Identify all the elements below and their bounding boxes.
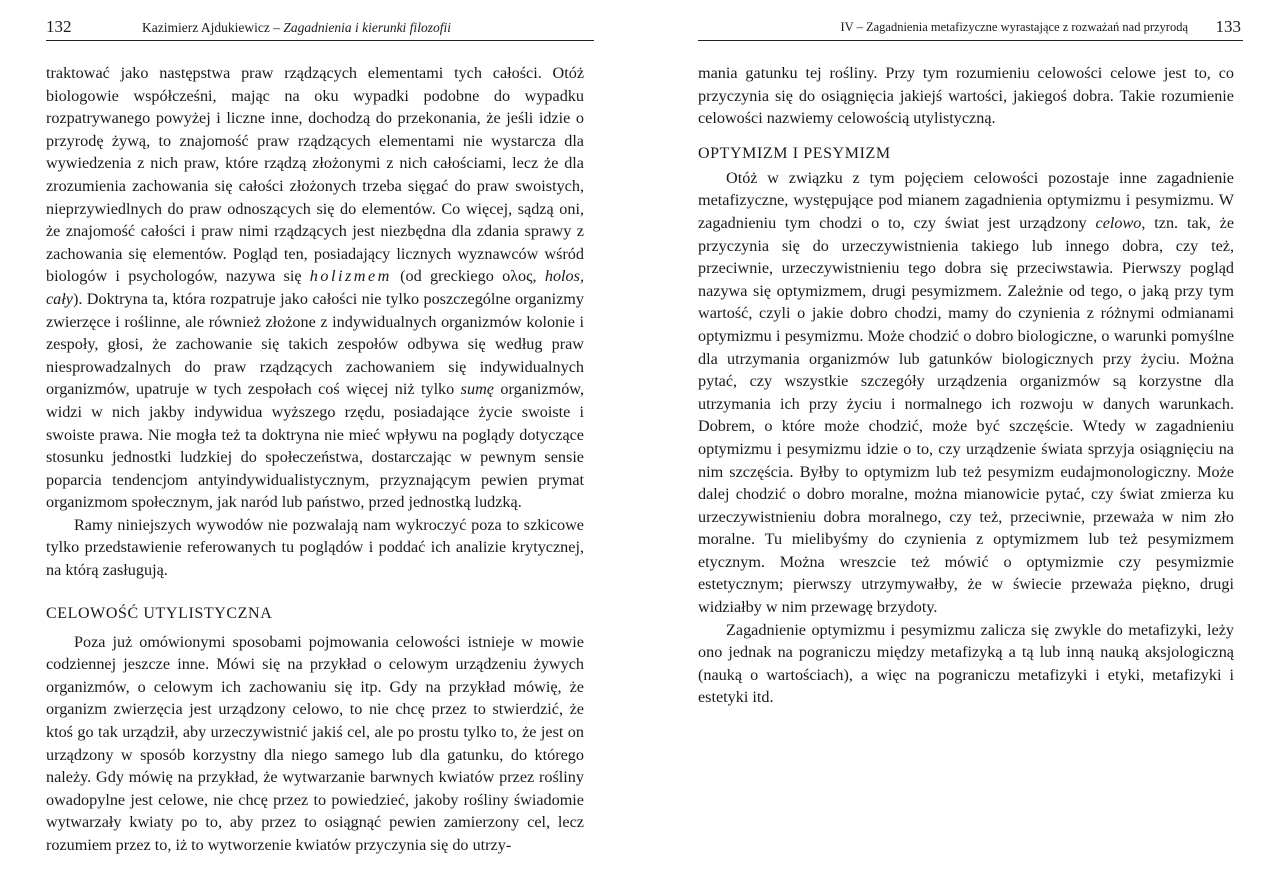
right-paragraph-1: mania gatunku tej rośliny. Przy tym rozumieniu celowości celowe jest to, co przyczynia się do osiągnięcia jakiejś wartości, jakiegoś dobra. Takie rozumienie celowości nazwiemy celowością utylistyczną. xyxy=(698,64,1234,128)
left-p1-text-d: organizmów, widzi w nich jakby indywidua wyższego rzędu, posiadające życie swoiste i swoiste prawa. Nie mogła też ta doktryna nie mieć wpływu na poglądy dotyczące stosunku jednostki ludzkiej do społeczeństwa, dostarczając w pewnym sensie poparcia tendencjom antyindywidualistycznym, przyznającym pewien prymat organizmom społecznym, jak naród lub państwo, przed jednostką ludzką. xyxy=(46,380,584,512)
term-sume: sumę xyxy=(460,380,494,399)
left-header-author: Kazimierz Ajdukiewicz – xyxy=(142,20,284,35)
section-heading-optymizm-i-pesymizm: OPTYMIZM I PESYMIZM xyxy=(698,144,891,162)
left-page-number: 132 xyxy=(46,17,72,36)
right-page-body xyxy=(698,62,1234,709)
left-header-book-title: Zagadnienia i kierunki filozofii xyxy=(283,20,451,35)
term-celowo: celowo xyxy=(1095,213,1142,232)
left-paragraph-2: Ramy niniejszych wywodów nie pozwalają nam wykroczyć poza to szkicowe tylko przedstawienie referowanych tu poglądów i poddać ich analizie krytycznej, na którą zasługują. xyxy=(46,515,584,580)
right-header-title: IV – Zagadnienia metafizyczne wyrastające z rozważań nad przyrodą xyxy=(840,20,1188,34)
section-heading-celowosc-utylistyczna: CELOWOŚĆ UTYLISTYCZNA xyxy=(46,604,273,622)
right-paragraph-2 xyxy=(698,167,1234,619)
term-holizm: holizmem xyxy=(309,267,392,286)
left-running-header xyxy=(46,14,594,41)
right-p2-text-b: , tzn. tak, że przyczynia się do urzeczywistnienia takiego lub innego dobra, czy też, przeciwnie, urzeczywistnieniu tego dobra się przeciwstawia. Pierwszy pogląd nazywa się optymizmem, drugi pesymizmem. Zależnie od tego, o jaką przy tym wartość, czyli o jakie dobro chodzi, mamy do czynienia z różnymi odmianami optymizmu i pesymizmu. Może chodzić o dobro biologiczne, o warunki pomyślne dla utrzymania organizmów lub gatunków biologicznych przy życiu. Można pytać, czy wszystkie szczegóły urządzenia organizmów są korzystne dla utrzymania ich przy życiu i normalnego ich rozwoju w danych warunkach. Dobrem, o które może chodzić, może być szczęście. Wtedy w zagadnieniu optymizmu i pesymizmu idzie o to, czy urządzenie świata sprzyja osiągnięciu na nim szczęścia. Byłby to optymizm lub też pesymizm eudajmonologiczny. Może dalej chodzić o dobro moralne, można mianowicie pytać, czy świat zmierza ku urzeczywistnieniu dobra moralnego, czy też, przeciwnie, przeważa w nim zło moralne. Tu mielibyśmy do czynienia z optymizmem lub też pesymizmem etycznym. Można wreszcie też mówić o optymizmie czy pesymizmie estetycznym; pierwszy utrzymywałby, że w świecie przeważa piękno, drugi widziałby w nim przewagę brzydoty. xyxy=(698,213,1235,617)
left-page-body xyxy=(46,62,584,857)
left-paragraph-1 xyxy=(46,62,584,514)
right-running-header xyxy=(698,14,1243,41)
left-p1-text-a: traktować jako następstwa praw rządzących elementami tych całości. Otóż biologowie współcześni, mając na oku wypadki podobne do wypadku rozpatrywanego powyżej i liczne inne, dochodzą do przekonania, że jeśli idzie o przyrodę żywą, to znajomość praw rządzących elementami nie wystarcza dla wywiedzenia z nich praw, które rządzą złożonymi z nich całościami, lecz że dla zrozumienia zachowania się całości złożonych trzeba sięgać do praw swoistych, nieprzywiedlnych do praw odnoszących się do elementów. Co więcej, sądzą oni, że znajomość całości i praw nimi rządzących jest niezbędna dla zdania sprawy z zachowania się elementów. Pogląd ten, posiadający licznych wyznawców wśród biologów i psychologów, nazywa się xyxy=(46,64,584,286)
left-header-text xyxy=(142,20,451,36)
right-p2-text-a: Otóż w związku z tym pojęciem celowości pozostaje inne zagadnienie metafizyczne, występujące pod mianem zagadnienia optymizmu i pesymizmu. W zagadnieniu tym chodzi o to, czy świat jest urządzony xyxy=(698,168,1234,232)
right-paragraph-3: Zagadnienie optymizmu i pesymizmu zalicza się zwykle do metafizyki, leży ono jednak na pograniczu między metafizyką a tą lub inną nauką aksjologiczną (nauką o wartościach), a więc na pograniczu metafizyki i etyki, metafizyki i estetyki itd. xyxy=(698,620,1234,707)
left-page xyxy=(0,0,625,893)
left-p1-text-c: ). Doktryna ta, która rozpatruje jako całości nie tylko poszczególne organizmy zwierzęce i roślinne, ale również złożone z indywidualnych organizmów kolonie i zespoły, głosi, że zachowanie się takich zespołów odbywa się według praw niesprowadzalnych do praw rządzących zachowaniem się indywidualnych organizmów, upatruje w tych zespołach coś więcej niż tylko xyxy=(46,289,584,399)
left-p1-text-b: (od greckiego ολος, xyxy=(391,267,545,286)
right-page xyxy=(640,0,1263,893)
term-holos: holos, cały xyxy=(46,267,584,308)
left-paragraph-3: Poza już omówionymi sposobami pojmowania celowości istnieje w mowie codziennej jeszcze inne. Mówi się na przykład o celowym urządzeniu żywych organizmów, o celowym ich zachowaniu się itp. Gdy na przykład mówię, że organizm zwierzęcia jest urządzony celowo, to nie chcę przez to stwierdzić, że ktoś go tak urządził, aby urzeczywistnić jakiś cel, ale po prostu tylko to, że jest on urządzony w sposób korzystny dla niego samego lub dla gatunku, do którego należy. Gdy mówię na przykład, że wytwarzanie barwnych kwiatów przez rośliny owadopylne jest celowe, nie chcę przez to powiedzieć, jakoby rośliny świadomie wytwarzały kwiaty po to, aby przez to osiągnąć pewien zamierzony cel, lecz rozumiem przez to, iż to wytworzenie kwiatów przyczynia się do utrzy- xyxy=(46,632,584,854)
right-page-number: 133 xyxy=(1215,17,1241,36)
